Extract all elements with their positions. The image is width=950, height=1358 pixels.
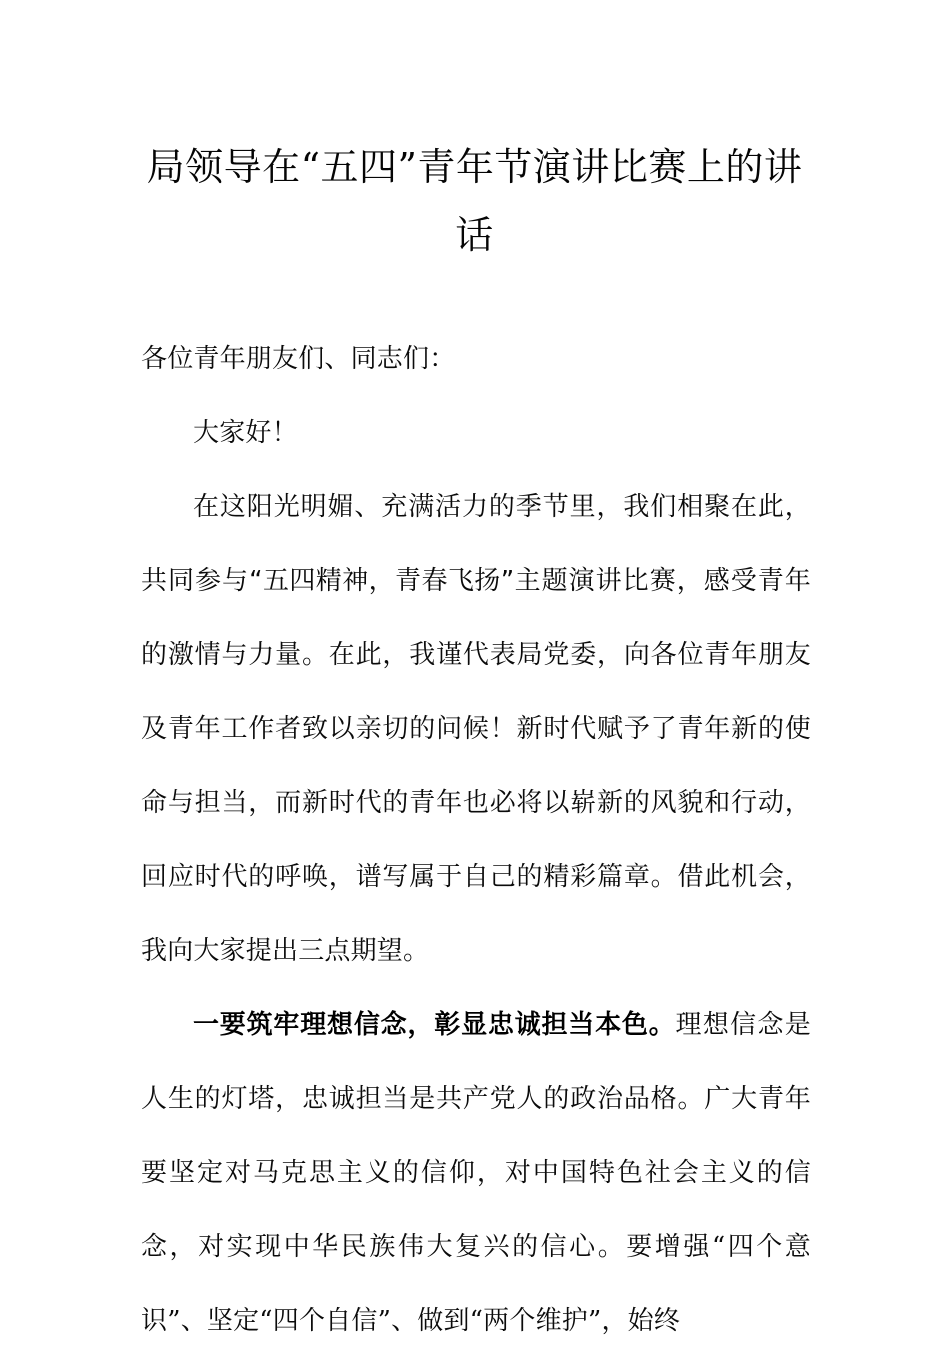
document-body	[141, 322, 811, 1358]
text-run: 主题演讲比赛，感受青年的激情与力量。在此，我谨代表局党委，向各位青年朋友及青年工作者致以亲切的问候！新时代赋予了青年新的使命与担当，而新时代的青年也必将以崭新的风貌和行动，回应时代的呼唤，谱写属于自己的精彩篇章。借此机会，我向大家提出三点期望。	[141, 566, 811, 966]
page-title: 局领导在“五四”青年节演讲比赛上的讲话	[146, 145, 803, 258]
text-run: 大家好！	[193, 418, 298, 448]
text-run: 在这阳光明媚、充满活力的季节里，我们相聚在此，共同参与	[141, 492, 811, 596]
paragraph-point-one	[141, 988, 811, 1358]
paragraph-greeting	[141, 396, 811, 470]
text-run: 各位青年朋友们、同志们：	[141, 344, 456, 374]
paragraph-opening	[141, 470, 811, 988]
paragraph-salutation	[141, 322, 811, 396]
point-heading-run: 一要筑牢理想信念，彰显忠诚担当本色。	[193, 1010, 676, 1040]
text-run: 理想信念是人生的灯塔，忠诚担当是共产党人的政治品格。广大青年要坚定对马克思主义的信仰，对中国特色社会主义的信念，对实现中华民族伟大复兴的信心。要增强“四个意识”、坚定“四个自信”、做到“两个维护”，始终	[141, 1010, 811, 1336]
quoted-theme-run: “五四精神，青春飞扬”	[249, 566, 514, 596]
